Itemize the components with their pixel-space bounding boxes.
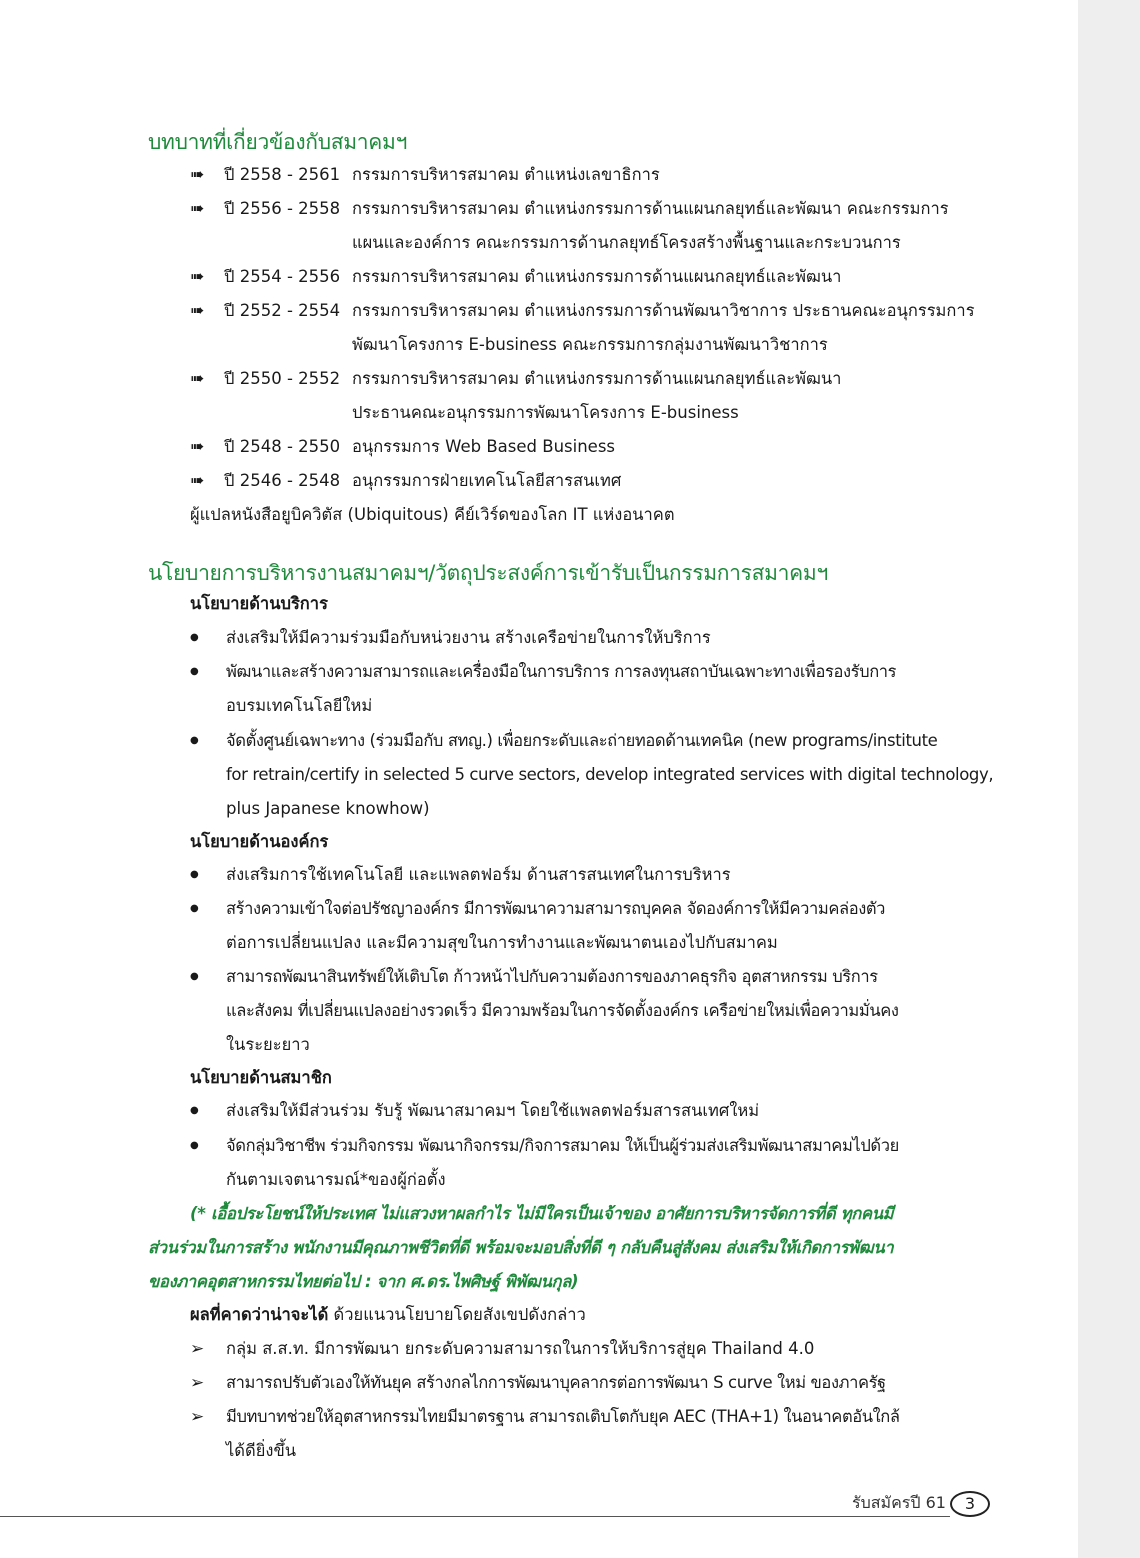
expected-item: มีบทบาทช่วยให้อุตสาหกรรมไทยมีมาตรฐาน สามารถเติบโตกับยุค AEC (THA+1) ในอนาคตอันใกล้ — [226, 1407, 900, 1426]
subheading-member: นโยบายด้านสมาชิก — [190, 1068, 332, 1087]
arrow-right-icon: ➠ — [190, 471, 205, 491]
role-text: กรรมการบริหารสมาคม ตำแหน่งกรรมการด้านแผนกลยุทธ์และพัฒนา — [352, 369, 842, 388]
arrow-right-icon: ➠ — [190, 301, 205, 321]
role-year: ปี 2546 - 2548 — [224, 471, 341, 490]
bullet-dot-icon: ● — [190, 735, 199, 746]
bullet-dot-icon: ● — [190, 632, 199, 643]
bullet-dot-icon: ● — [190, 1140, 199, 1151]
role-year: ปี 2558 - 2561 — [224, 165, 341, 184]
side-margin-band — [1078, 0, 1140, 1558]
expected-item: สามารถปรับตัวเองให้ทันยุค สร้างกลไกการพัฒนาบุคลากรต่อการพัฒนา S curve ใหม่ ของภาครัฐ — [226, 1373, 886, 1392]
role-text-continued: พัฒนาโครงการ E-business คณะกรรมการกลุ่มงานพัฒนาวิชาการ — [352, 335, 828, 354]
expected-results-suffix: ด้วยแนวนโยบายโดยสังเขปดังกล่าว — [328, 1305, 586, 1324]
role-text: กรรมการบริหารสมาคม ตำแหน่งกรรมการด้านแผนกลยุทธ์และพัฒนา — [352, 267, 842, 286]
policy-item: พัฒนาและสร้างความสามารถและเครื่องมือในการบริการ การลงทุนสถาบันเฉพาะทางเพื่อรองรับการ — [226, 662, 897, 681]
role-year: ปี 2554 - 2556 — [224, 267, 341, 286]
founder-note-continued: ส่วนร่วมในการสร้าง พนักงานมีคุณภาพชีวิตที่ดี พร้อมจะมอบสิ่งที่ดี ๆ กลับคืนสู่สังคม ส่งเสริมให้เกิดการพัฒนา — [148, 1238, 894, 1257]
policy-item-continued: ต่อการเปลี่ยนแปลง และมีความสุขในการทำงานและพัฒนาตนเองไปกับสมาคม — [226, 933, 778, 952]
role-row — [190, 294, 975, 328]
subheading-service: นโยบายด้านบริการ — [190, 594, 328, 613]
section-title-policy: นโยบายการบริหารงานสมาคมฯ/วัตถุประสงค์การเข้ารับเป็นกรรมการสมาคมฯ — [148, 561, 828, 585]
footer-label: รับสมัครปี 61 — [852, 1493, 946, 1512]
section-title-roles: บทบาทที่เกี่ยวข้องกับสมาคมฯ — [148, 130, 408, 154]
arrow-right-icon: ➠ — [190, 165, 205, 185]
bullet-dot-icon: ● — [190, 869, 199, 880]
role-year: ปี 2550 - 2552 — [224, 369, 341, 388]
bullet-dot-icon: ● — [190, 903, 199, 914]
policy-item: จัดกลุ่มวิชาชีพ ร่วมกิจกรรม พัฒนากิจกรรม/กิจการสมาคม ให้เป็นผู้ร่วมส่งเสริมพัฒนาสมาคมไปด้วย — [226, 1136, 899, 1155]
policy-item: ส่งเสริมให้มีความร่วมมือกับหน่วยงาน สร้างเครือข่ายในการให้บริการ — [226, 628, 711, 647]
policy-item-continued: for retrain/certify in selected 5 curve sectors, develop integrated services with digital technology, — [226, 765, 994, 784]
role-row — [190, 430, 615, 464]
bullet-dot-icon: ● — [190, 666, 199, 677]
translator-note: ผู้แปลหนังสือยูบิควิตัส (Ubiquitous) คีย์เวิร์ดของโลก IT แห่งอนาคต — [190, 505, 675, 524]
role-row — [190, 260, 841, 294]
subheading-organization: นโยบายด้านองค์กร — [190, 832, 329, 851]
policy-item: ส่งเสริมการใช้เทคโนโลยี และแพลตฟอร์ม ด้านสารสนเทศในการบริหาร — [226, 865, 731, 884]
role-year: ปี 2556 - 2558 — [224, 199, 341, 218]
arrow-right-icon: ➠ — [190, 437, 205, 457]
role-row — [190, 362, 841, 396]
policy-item: จัดตั้งศูนย์เฉพาะทาง (ร่วมมือกับ สทญ.) เพื่อยกระดับและถ่ายทอดด้านเทคนิค (new programs/institute — [226, 731, 938, 750]
role-year: ปี 2548 - 2550 — [224, 437, 341, 456]
arrow-right-icon: ➠ — [190, 267, 205, 287]
role-text: อนุกรรมการ Web Based Business — [352, 437, 616, 456]
expected-results-line — [190, 1298, 586, 1332]
policy-item-continued: อบรมเทคโนโลยีใหม่ — [226, 696, 373, 715]
policy-item: ส่งเสริมให้มีส่วนร่วม รับรู้ พัฒนาสมาคมฯ โดยใช้แพลตฟอร์มสารสนเทศใหม่ — [226, 1101, 760, 1120]
arrowhead-icon: ➢ — [190, 1373, 205, 1393]
role-year: ปี 2552 - 2554 — [224, 301, 341, 320]
arrow-right-icon: ➠ — [190, 199, 205, 219]
role-text: กรรมการบริหารสมาคม ตำแหน่งกรรมการด้านแผนกลยุทธ์และพัฒนา คณะกรรมการ — [352, 199, 949, 218]
policy-item: สามารถพัฒนาสินทรัพย์ให้เติบโต ก้าวหน้าไปกับความต้องการของภาคธุรกิจ อุตสาหกรรม บริการ — [226, 967, 878, 986]
expected-item: กลุ่ม ส.ส.ท. มีการพัฒนา ยกระดับความสามารถในการให้บริการสู่ยุค Thailand 4.0 — [226, 1339, 815, 1358]
policy-item-continued: plus Japanese knowhow) — [226, 799, 430, 818]
founder-note: (* เอื้อประโยชน์ให้ประเทศ ไม่แสวงหาผลกำไร ไม่มีใครเป็นเจ้าของ อาศัยการบริหารจัดการที่ดี ทุกคนมี — [190, 1204, 894, 1223]
founder-note-continued: ของภาคอุตสาหกรรมไทยต่อไป : จาก ศ.ดร.ไพศิษฐ์ พิพัฒนกุล) — [148, 1272, 579, 1291]
arrowhead-icon: ➢ — [190, 1339, 205, 1359]
footer-rule — [0, 1516, 950, 1517]
role-row — [190, 158, 660, 192]
bullet-dot-icon: ● — [190, 1105, 199, 1116]
page-number: 3 — [950, 1491, 990, 1517]
expected-item-continued: ได้ดียิ่งขึ้น — [226, 1441, 297, 1460]
bullet-dot-icon: ● — [190, 971, 199, 982]
policy-item-continued: ในระยะยาว — [226, 1035, 310, 1054]
role-text: กรรมการบริหารสมาคม ตำแหน่งกรรมการด้านพัฒนาวิชาการ ประธานคณะอนุกรรมการ — [352, 301, 975, 320]
arrow-right-icon: ➠ — [190, 369, 205, 389]
role-row — [190, 464, 621, 498]
role-text: อนุกรรมการฝ่ายเทคโนโลยีสารสนเทศ — [352, 471, 622, 490]
arrowhead-icon: ➢ — [190, 1407, 205, 1427]
role-text-continued: แผนและองค์การ คณะกรรมการด้านกลยุทธ์โครงสร้างพื้นฐานและกระบวนการ — [352, 233, 901, 252]
subheading-expected: ผลที่คาดว่าน่าจะได้ — [190, 1305, 329, 1324]
policy-item: สร้างความเข้าใจต่อปรัชญาองค์กร มีการพัฒนาความสามารถบุคคล จัดองค์การให้มีความคล่องตัว — [226, 899, 886, 918]
role-row — [190, 192, 949, 226]
role-text-continued: ประธานคณะอนุกรรมการพัฒนาโครงการ E-business — [352, 403, 739, 422]
policy-item-continued: และสังคม ที่เปลี่ยนแปลงอย่างรวดเร็ว มีความพร้อมในการจัดตั้งองค์กร เครือข่ายใหม่เพื่อความมั่นคง — [226, 1001, 899, 1020]
policy-item-continued: กันตามเจตนารมณ์*ของผู้ก่อตั้ง — [226, 1170, 446, 1189]
role-text: กรรมการบริหารสมาคม ตำแหน่งเลขาธิการ — [352, 165, 660, 184]
